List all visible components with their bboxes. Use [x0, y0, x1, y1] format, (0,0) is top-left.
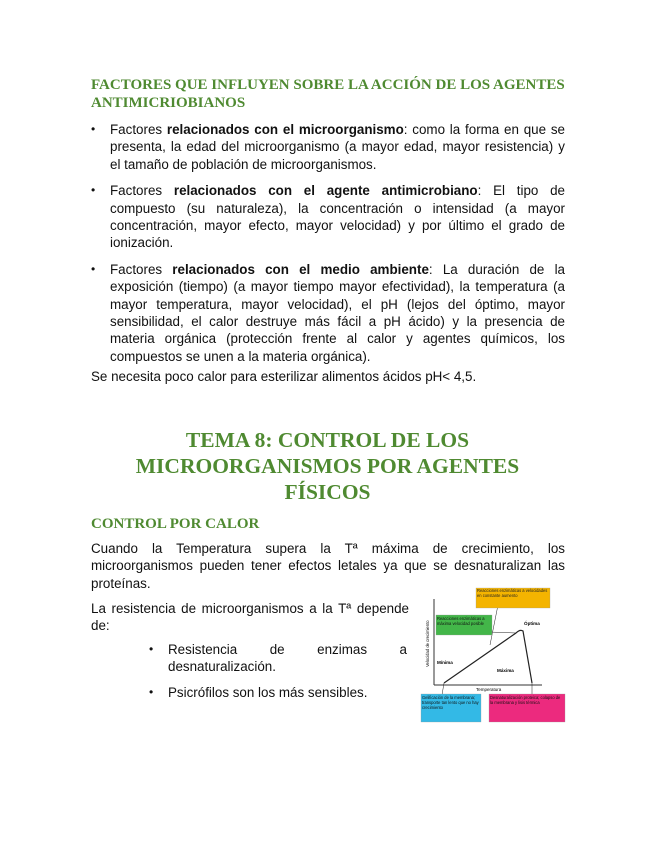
box-pink-text: Desnaturalización proteica; colapso de la membrana y lisis térmica — [490, 695, 561, 705]
x-axis-label: Temperatura — [476, 687, 502, 692]
label-optima: Óptima — [524, 621, 540, 626]
factor-agente: • Factores relacionados con el agente antimicrobiano: El tipo de compuesto (su naturaleza), la concentración o intensidad (a mayor concentración, mayor efecto, mayor velocidad) y por último el grado de ionización. — [91, 182, 565, 252]
intro-paragraph: Cuando la Temperatura supera la Tª máxima de crecimiento, los microorganismos pueden tener efectos letales ya que se desnaturalizan las proteínas. — [91, 541, 565, 591]
conclusion-text: Se necesita poco calor para esterilizar alimentos ácidos pH< 4,5. — [91, 369, 477, 384]
resistance-paragraph: La resistencia de microorganismos a la Tª depende de: — [91, 601, 409, 634]
section-title-factores: FACTORES QUE INFLUYEN SOBRE LA ACCIÓN DE LOS AGENTES ANTIMICRIOBIANOS — [91, 77, 565, 111]
factors-list — [91, 121, 565, 374]
resist-item-psicrofilos: • Psicrófilos son los más sensibles. — [149, 684, 407, 701]
section-title-calor: CONTROL POR CALOR — [91, 516, 260, 532]
box-top-text: Reacciones enzimáticas a velocidades en constante aumento — [477, 588, 548, 598]
factor-microorganismo: • Factores relacionados con el microorganismo: como la forma en que se presenta, la edad del microorganismo (a mayor edad, mayor resistencia) y el tamaño de población de microorganismos. — [91, 121, 565, 173]
chapter-title: TEMA 8: CONTROL DE LOS MICROORGANISMOS POR AGENTES FÍSICOS — [135, 428, 520, 504]
label-maxima: Máxima — [497, 668, 514, 673]
resist-item-enzimas: • Resistencia de enzimas a desnaturalización. — [149, 641, 407, 676]
label-minima: Mínima — [437, 660, 453, 665]
box-cyan-text: Gelificación de la membrana; transporte tan lento que no hay crecimiento — [422, 695, 479, 710]
box-green-text: Reacciones enzimáticas a máxima velocidad posible — [437, 616, 485, 626]
resistance-list — [149, 641, 407, 709]
factor-medio: • Factores relacionados con el medio ambiente: La duración de la exposición (tiempo) (a mayor tiempo mayor efectividad), la temperatura (a mayor temperatura, mayor velocidad), el pH (lejos del óptimo, mayor sensibilidad, el calor destruye más fácil a pH ácido) y la presencia de materia orgánica (protección frente al calor y agentes químicos, los compuestos se unen a la materia orgánica). — [91, 261, 565, 365]
temperature-growth-figure — [420, 585, 566, 725]
y-axis-label: Velocidad de crecimiento — [425, 620, 430, 667]
